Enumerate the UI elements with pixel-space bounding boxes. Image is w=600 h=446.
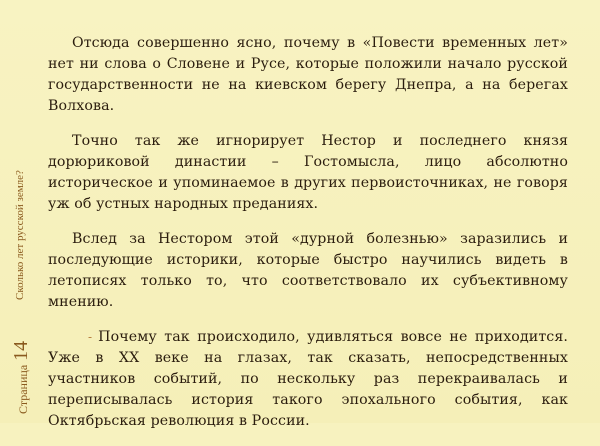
text-body	[48, 33, 568, 446]
paragraph-4-text: Почему так происходило, удивляться вовсе не приходится. Уже в XX веке на глазах, так сказать, непосредственных участников событий, по нескольку раз перекраивалась и переписывалась история такого эпохального события, как Октябрьская революция в России.	[48, 329, 568, 429]
paragraph-1: Отсюда совершенно ясно, почему в «Повести временных лет» нет ни слова о Словене и Русе, которые положили начало русской государственности не на киевском берегу Днепра, а на берегах Волхова.	[48, 35, 568, 114]
dash-mark-icon: -	[88, 330, 93, 344]
page-number-label	[10, 341, 33, 414]
page-label: Страница	[16, 364, 30, 414]
page-number: 14	[10, 340, 32, 361]
paragraph-2: Точно так же игнорирует Нестор и последнего князя дорюриковой династии – Гостомысла, лицо абсолютно историческое и упоминаемое в других первоисточниках, не говоря уж об устных народных преданиях.	[48, 133, 568, 212]
page-sidebar	[0, 0, 40, 423]
book-title-vertical: Сколько лет русской земле?	[14, 170, 26, 300]
paragraph-4	[48, 327, 568, 432]
paragraph-3: Вслед за Нестором этой «дурной болезнью» заразились и последующие историки, которые быстро научились видеть в летописях только то, что соответствовало их субъективному мнению.	[48, 231, 568, 310]
